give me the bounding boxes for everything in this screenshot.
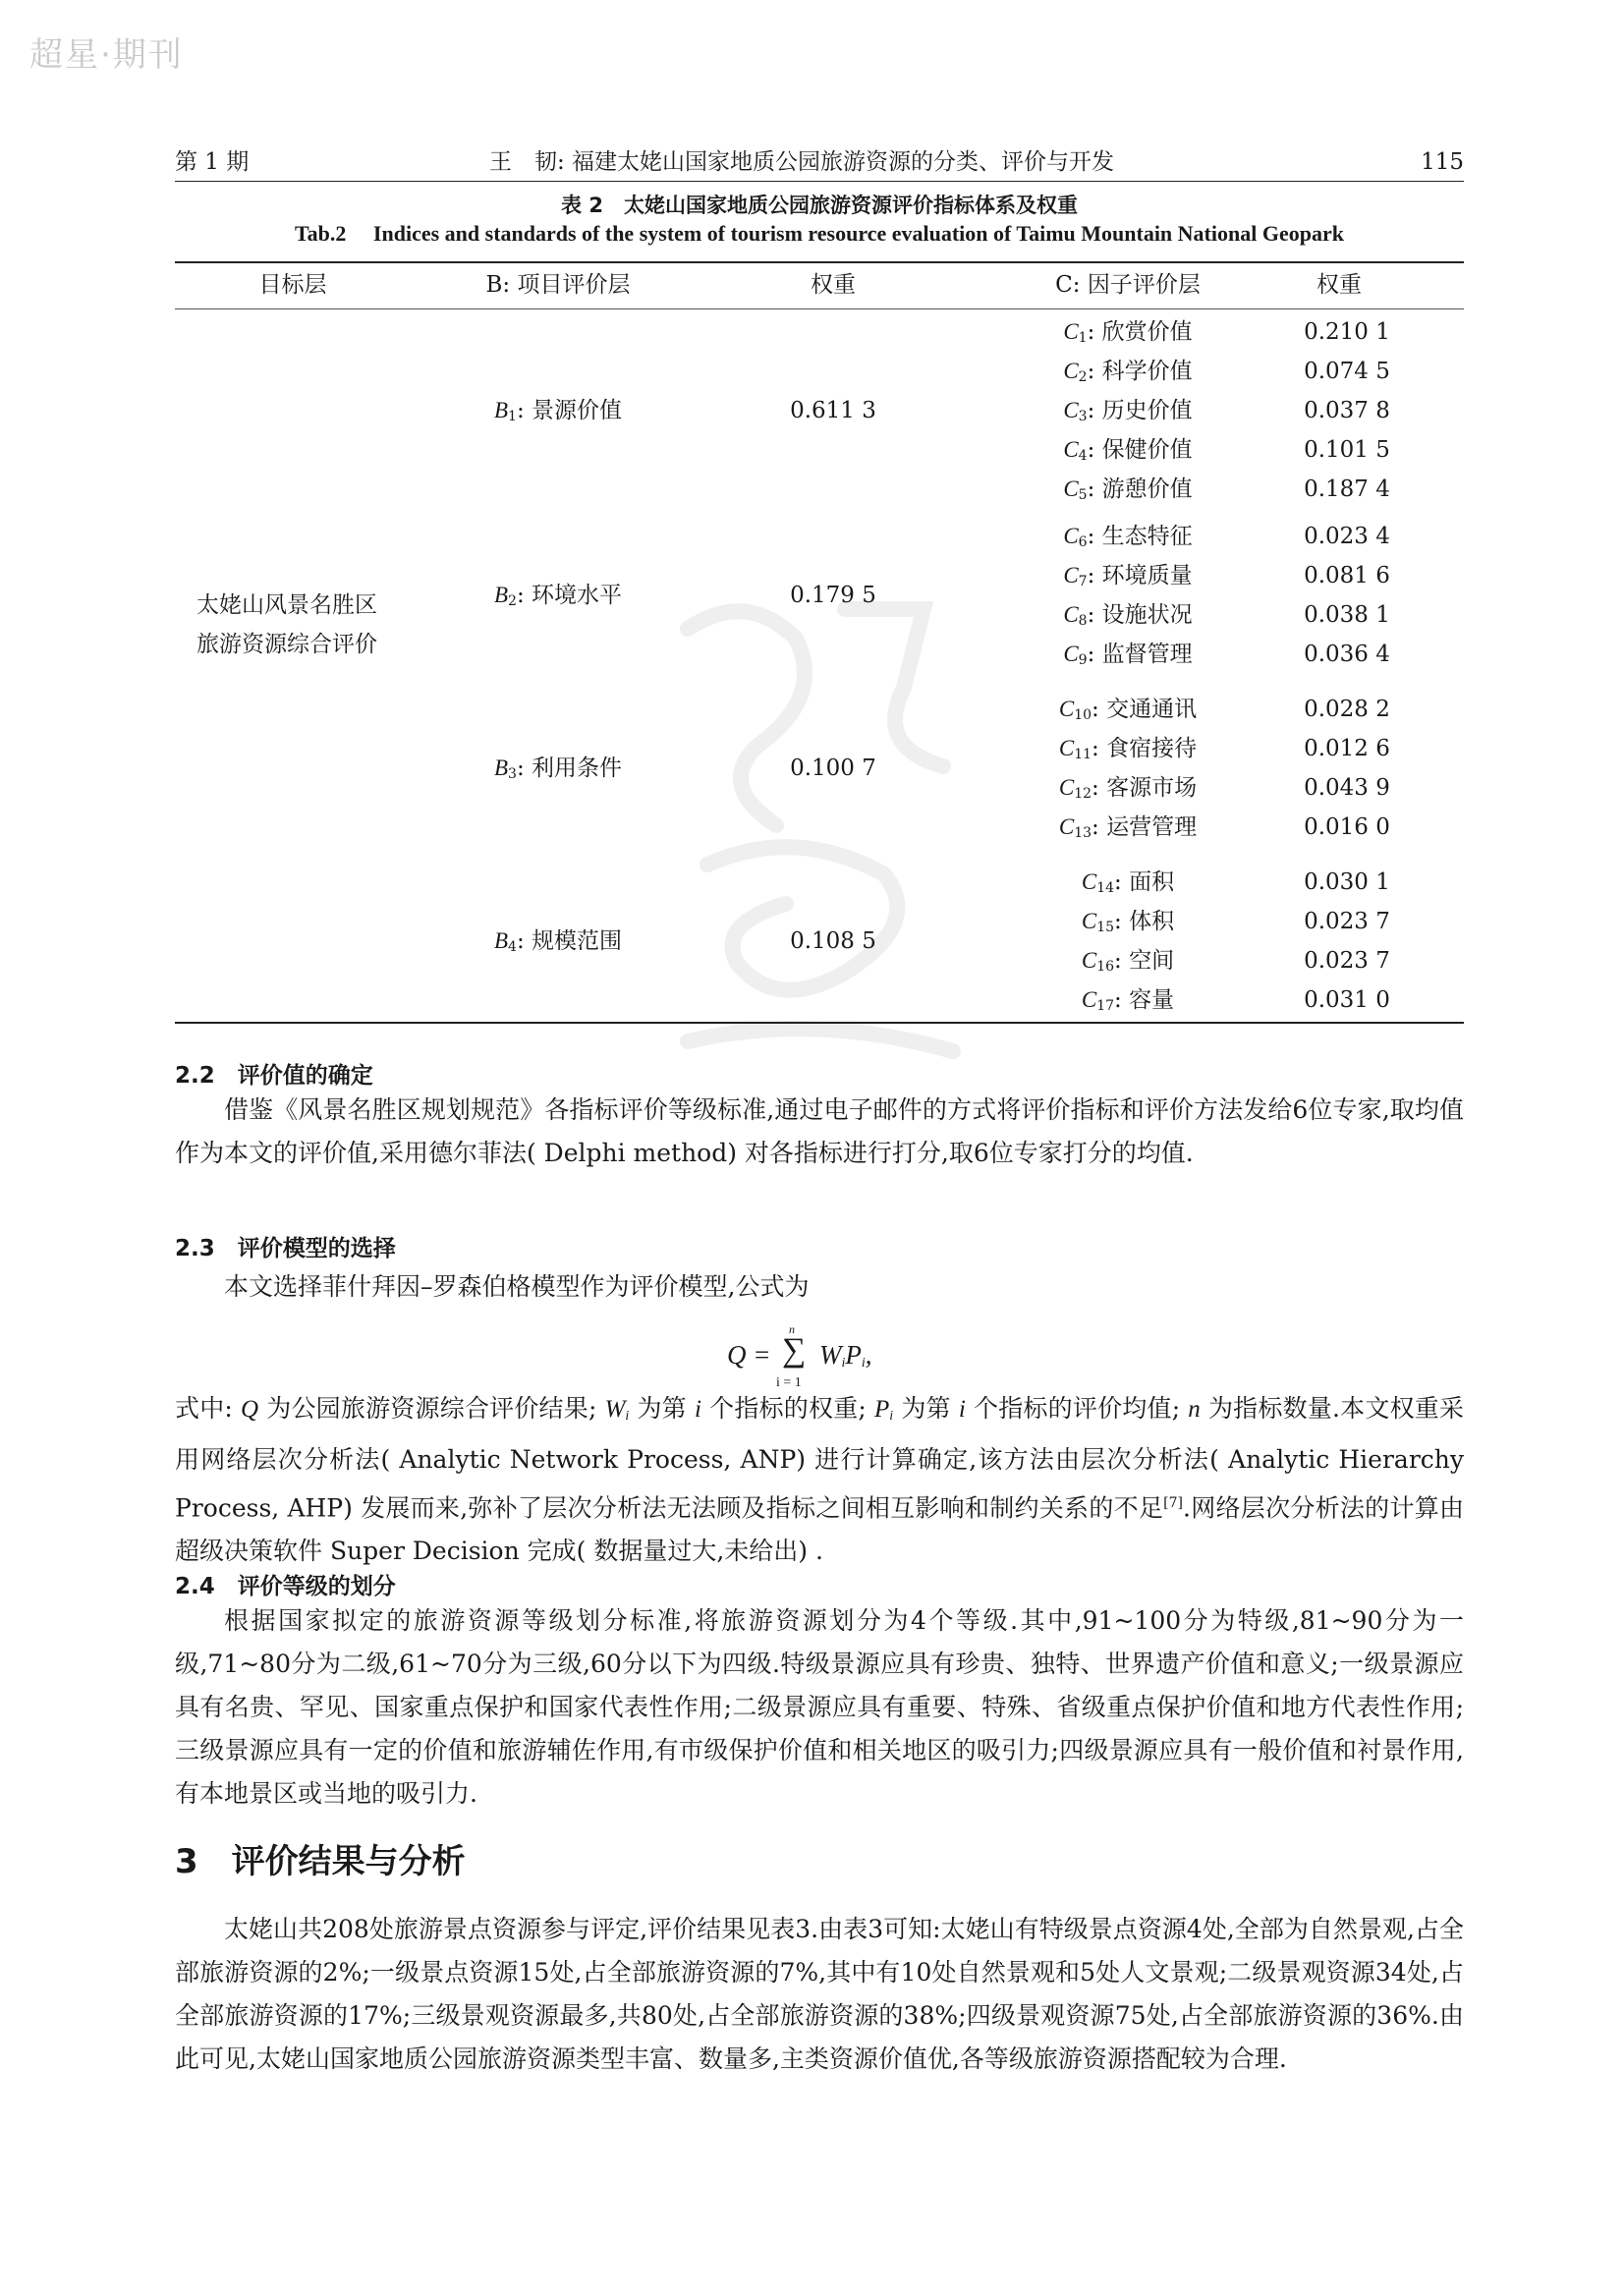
c-factor-weight: 0.043 9 [1304,775,1390,801]
c-factor-weight: 0.030 1 [1304,869,1390,895]
section-2-3-definition [175,1387,1464,1573]
def-text-3: 为第 [629,1394,696,1423]
c-factor-weight: 0.074 5 [1304,359,1390,384]
section-2-2-text: 借鉴《风景名胜区规划规范》各指标评价等级标准,通过电子邮件的方式将评价指标和评价方法发给6位专家,取均值作为本文的评价值,采用德尔菲法( Delphi method) 对各指标进行打分,取6位专家打分的均值. [175,1095,1464,1167]
c-row [116,391,1452,430]
c-row [116,729,1452,768]
c-row [116,808,1452,847]
col-header-b: B: 项目评价层 [485,272,631,298]
b-layer-2: $B_2$: 环境水平 [493,583,623,609]
c-row [116,312,1452,352]
c-row [116,470,1452,509]
c-factor-name: $C_{14}$: 面积 [1081,869,1175,896]
c-factor-name: $C_6$: 生态特征 [1063,524,1193,550]
c-factor-name: $C_{10}$: 交通通讯 [1058,697,1198,723]
def-text-7: 为指标数量.本文权重采用网络层次分析法( Analytic Network Process, ANP) 进行计算确定,该方法由层次分析法( Analytic Hierarchy Process, AHP) 发展而来,弥补了层次分析法无法顾及指标之间相互影响和制约关系的不足 [175,1394,1464,1523]
b-weight-2: 0.179 5 [790,583,876,608]
col-header-b-weight: 权重 [811,272,856,298]
def-text-8: .网络层次分析法的计算由超级决策软件 Super Decision 完成( 数据量过大,未给出) . [175,1493,1465,1566]
c-row [116,595,1452,635]
b-weight-4: 0.108 5 [790,928,876,954]
table-top-rule [175,261,1464,263]
table-header-rule [175,308,1464,309]
formula-term [819,1340,872,1371]
c-factor-weight: 0.187 4 [1304,476,1390,502]
col-header-c-weight: 权重 [1316,272,1362,298]
def-text-5: 为第 [893,1394,959,1423]
b-layer-3: $B_3$: 利用条件 [493,756,623,782]
formula-tail: , [865,1340,872,1370]
c-factor-name: $C_{11}$: 食宿接待 [1058,736,1198,762]
page-number: 115 [1421,149,1464,175]
c-factor-weight: 0.028 2 [1304,697,1390,722]
c-factor-weight: 0.023 4 [1304,524,1390,549]
c-factor-weight: 0.023 7 [1304,948,1390,974]
section-2-3-heading: 2.3 评价模型的选择 [175,1236,396,1261]
c-factor-name: $C_5$: 游憩价值 [1063,476,1193,503]
section-3-heading: 3 评价结果与分析 [175,1842,466,1881]
header-rule [175,181,1464,182]
issue-number: 第 1 期 [175,149,250,175]
def-var-n: n [1188,1396,1201,1423]
c-row [116,902,1452,941]
c-factor-weight: 0.016 0 [1304,814,1390,840]
formula-w: W [819,1340,842,1370]
formula-upper: n [789,1322,795,1336]
watermark-logo: 超星·期刊 [29,35,184,75]
section-2-4-heading: 2.4 评价等级的划分 [175,1574,396,1599]
b-layer-1: $B_1$: 景源价值 [493,398,623,424]
def-text-2: 为公园旅游资源综合评价结果; [258,1394,605,1423]
def-text-1: 式中: [175,1394,242,1423]
c-row [116,556,1452,595]
def-var-i-1: i [695,1396,701,1423]
c-row [116,941,1452,980]
c-factor-weight: 0.012 6 [1304,736,1390,761]
c-factor-weight: 0.031 0 [1304,987,1390,1013]
article-title: 王 韧: 福建太姥山国家地质公园旅游资源的分类、评价与开发 [489,149,1115,175]
formula-sigma: ∑ [782,1332,807,1369]
formula-p-sub: i [861,1356,866,1371]
c-factor-weight: 0.036 4 [1304,642,1390,667]
def-var-p: P [873,1396,890,1423]
c-factor-name: $C_7$: 环境质量 [1063,563,1193,589]
formula-p: P [845,1340,862,1370]
section-2-3-intro: 本文选择菲什拜因–罗森伯格模型作为评价模型,公式为 [224,1272,810,1301]
target-line-1: 太姥山风景名胜区 [196,592,377,618]
c-factor-name: $C_9$: 监督管理 [1063,642,1193,668]
running-header [175,145,1464,179]
def-var-i-2: i [958,1396,966,1423]
b-layer-4: $B_4$: 规模范围 [493,928,623,955]
c-factor-name: $C_{15}$: 体积 [1081,909,1175,935]
def-var-q: Q [241,1396,259,1423]
def-var-p-sub: i [889,1409,894,1424]
section-2-4-text: 根据国家拟定的旅游资源等级划分标准,将旅游资源划分为4个等级.其中,91~100分为特级,81~90分为一级,71~80分为二级,61~70分为三级,60分以下为四级.特级景源应具有珍贵、独特、世界遗产价值和意义;一级景源应具有名贵、罕见、国家重点保护和国家代表性作用;二级景源应具有重要、特殊、省级重点保护价值和地方代表性作用;三级景源应具有一定的价值和旅游辅佐作用,有市级保护价值和相关地区的吸引力;四级景源应具有一般价值和衬景作用,有本地景区或当地的吸引力. [175,1606,1464,1808]
c-row [116,690,1452,729]
formula-lhs: Q = [727,1340,771,1370]
c-row [116,517,1452,556]
c-factor-weight: 0.101 5 [1304,437,1390,463]
c-row [116,430,1452,470]
target-line-2: 旅游资源综合评价 [196,632,377,657]
table-caption-en: Tab.2 Indices and standards of the system of tourism resource evaluation of Taimu Mountain National Geopark [295,221,1344,246]
section-2-2-heading: 2.2 评价值的确定 [175,1063,373,1089]
def-text-4: 个指标的权重; [700,1394,874,1423]
def-var-w-sub: i [625,1409,630,1424]
b-weight-1: 0.611 3 [790,398,876,423]
c-row [116,768,1452,808]
c-row [116,863,1452,902]
section-3-text: 太姥山共208处旅游景点资源参与评定,评价结果见表3.由表3可知:太姥山有特级景点资源4处,全部为自然景观,占全部旅游资源的2%;一级景点资源15处,占全部旅游资源的7%,其中有10处自然景观和5处人文景观;二级景观资源34处,占全部旅游资源的17%;三级景观资源最多,共80处,占全部旅游资源的38%;四级景观资源75处,占全部旅游资源的36%.由此可见,太姥山国家地质公园旅游资源类型丰富、数量多,主类资源价值优,各等级旅游资源搭配较为合理. [175,1915,1464,2073]
def-text-6: 个指标的评价均值; [965,1394,1189,1423]
col-header-c: C: 因子评价层 [1055,272,1201,298]
c-factor-name: $C_{13}$: 运营管理 [1058,814,1198,841]
c-factor-name: $C_{17}$: 容量 [1081,987,1175,1014]
b-weight-3: 0.100 7 [790,756,876,781]
c-row [116,635,1452,674]
c-row [116,352,1452,391]
c-factor-name: $C_2$: 科学价值 [1063,359,1193,385]
c-factor-name: $C_8$: 设施状况 [1063,602,1193,629]
c-factor-name: $C_{16}$: 空间 [1081,948,1175,975]
c-factor-name: $C_3$: 历史价值 [1063,398,1193,424]
formula-w-sub: i [841,1356,846,1371]
c-factor-weight: 0.210 1 [1304,319,1390,345]
def-var-w: W [604,1396,626,1423]
citation-ref[interactable]: [7] [1163,1495,1184,1511]
c-factor-weight: 0.081 6 [1304,563,1390,588]
c-factor-name: $C_4$: 保健价值 [1063,437,1193,464]
col-header-target: 目标层 [258,272,327,298]
formula-lower: i = 1 [776,1375,802,1390]
c-factor-name: $C_1$: 欣赏价值 [1063,319,1193,346]
c-factor-weight: 0.038 1 [1304,602,1390,628]
c-factor-weight: 0.037 8 [1304,398,1390,423]
c-row [116,980,1452,1020]
c-factor-weight: 0.023 7 [1304,909,1390,934]
table-caption-cn: 表 2 太姥山国家地质公园旅游资源评价指标体系及权重 [561,194,1078,217]
c-factor-name: $C_{12}$: 客源市场 [1058,775,1198,802]
